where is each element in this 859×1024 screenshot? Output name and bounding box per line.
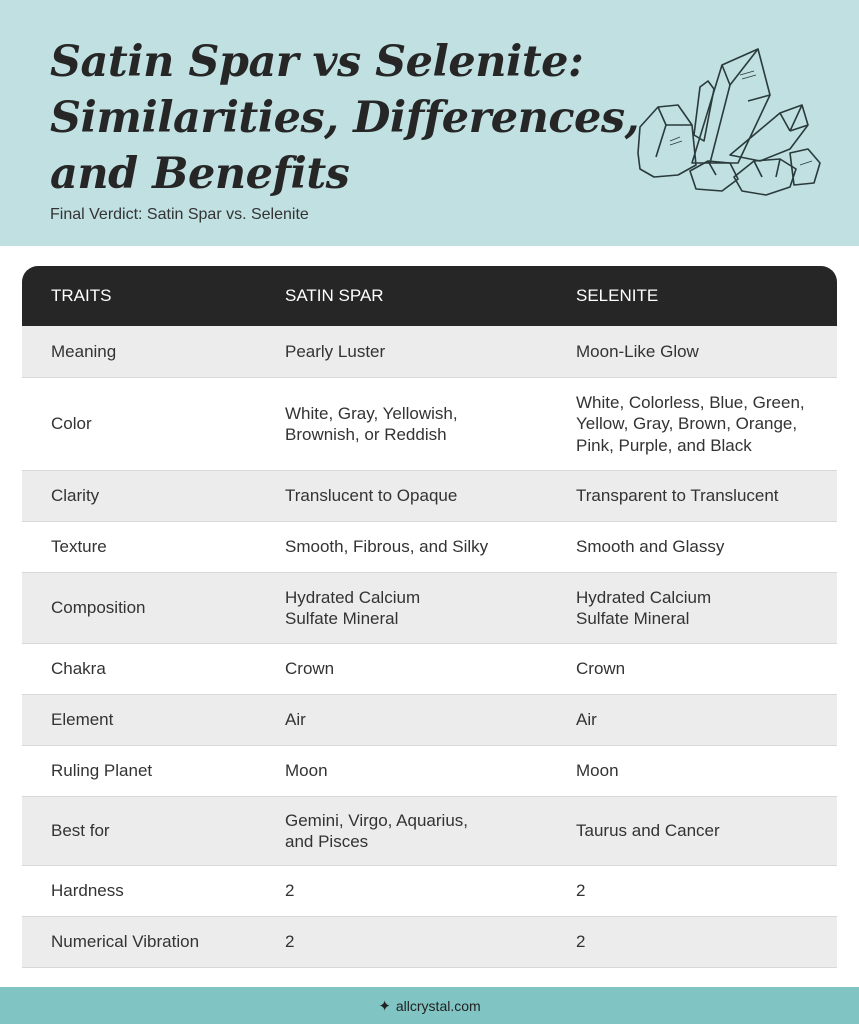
satin-spar-cell xyxy=(285,341,576,363)
column-header-satin-spar: SATIN SPAR xyxy=(285,286,384,305)
cell-text-line: White, Gray, Yellowish, xyxy=(285,403,458,423)
cell-text-line: Moon xyxy=(285,761,328,781)
page-title xyxy=(50,34,640,202)
cell-text-line: Sulfate Mineral xyxy=(285,609,399,628)
cell-text-line: Sulfate Mineral xyxy=(576,609,690,628)
cell-text-line: and Pisces xyxy=(285,832,369,851)
satin-spar-cell xyxy=(285,760,576,782)
table-row xyxy=(22,746,837,797)
column-header-selenite: SELENITE xyxy=(576,286,659,305)
selenite-cell xyxy=(576,536,837,558)
subtitle: Final Verdict: Satin Spar vs. Selenite xyxy=(50,206,309,223)
cell-text-line: 2 xyxy=(576,932,586,952)
trait-cell: Numerical Vibration xyxy=(51,932,200,952)
comparison-table xyxy=(22,266,837,968)
table-row xyxy=(22,797,837,866)
selenite-cell xyxy=(576,341,837,363)
cell-text-line: Moon xyxy=(576,761,619,781)
cell-text-line: Crown xyxy=(576,659,626,679)
cell-text-line: Brownish, or Reddish xyxy=(285,425,447,444)
cell-text-line: Smooth and Glassy xyxy=(576,537,725,557)
satin-spar-cell xyxy=(285,403,576,446)
trait-cell: Texture xyxy=(51,537,107,557)
title-line: Similarities, Differences, xyxy=(50,93,640,143)
selenite-cell xyxy=(576,485,837,507)
footer-link[interactable]: allcrystal.com xyxy=(395,997,481,1014)
footer-bar xyxy=(0,987,859,1024)
table-header xyxy=(22,266,837,326)
cell-text-line: Taurus and Cancer xyxy=(576,821,720,841)
trait-cell: Meaning xyxy=(51,341,117,361)
selenite-cell xyxy=(576,658,837,680)
table-row xyxy=(22,695,837,746)
cell-text-line: Gemini, Virgo, Aquarius, xyxy=(285,810,468,830)
selenite-cell xyxy=(576,880,837,902)
satin-spar-cell xyxy=(285,658,576,680)
table-body xyxy=(22,326,837,968)
selenite-cell xyxy=(576,392,837,457)
trait-cell: Color xyxy=(51,414,92,434)
selenite-cell xyxy=(576,709,837,731)
satin-spar-cell xyxy=(285,880,576,902)
cell-text-line: Pink, Purple, and Black xyxy=(576,435,752,455)
table-row xyxy=(22,522,837,573)
header-banner xyxy=(0,0,859,246)
title-line: and Benefits xyxy=(50,149,350,199)
satin-spar-cell xyxy=(285,485,576,507)
cell-text-line: Pearly Luster xyxy=(285,341,386,361)
cell-text-line: Translucent to Opaque xyxy=(285,486,458,506)
cell-text-line: Smooth, Fibrous, and Silky xyxy=(285,537,489,557)
cell-text-line: 2 xyxy=(285,881,295,901)
satin-spar-cell xyxy=(285,810,576,853)
selenite-cell xyxy=(576,931,837,953)
cell-text-line: Transparent to Translucent xyxy=(576,486,779,506)
cell-text-line: 2 xyxy=(576,881,586,901)
table-row xyxy=(22,573,837,644)
table-row xyxy=(22,471,837,522)
table-row xyxy=(22,866,837,917)
trait-cell: Element xyxy=(51,710,114,730)
table-row xyxy=(22,378,837,471)
table-row xyxy=(22,326,837,378)
satin-spar-cell xyxy=(285,931,576,953)
cell-text-line: Crown xyxy=(285,659,335,679)
cell-text-line: Yellow, Gray, Brown, Orange, xyxy=(576,414,798,434)
column-header-traits: TRAITS xyxy=(51,286,112,305)
trait-cell: Best for xyxy=(51,821,110,841)
cell-text-line: Air xyxy=(576,710,597,730)
selenite-cell xyxy=(576,587,837,630)
table-row xyxy=(22,917,837,968)
crystal-cluster-icon xyxy=(630,45,830,205)
cell-text-line: Air xyxy=(285,710,306,730)
satin-spar-cell xyxy=(285,536,576,558)
trait-cell: Clarity xyxy=(51,486,100,506)
trait-cell: Composition xyxy=(51,598,146,618)
satin-spar-cell xyxy=(285,709,576,731)
selenite-cell xyxy=(576,820,837,842)
sparkle-icon: ✦ xyxy=(378,997,391,1015)
cell-text-line: Moon-Like Glow xyxy=(576,341,699,361)
cell-text-line: White, Colorless, Blue, Green, xyxy=(576,392,805,412)
selenite-cell xyxy=(576,760,837,782)
trait-cell: Hardness xyxy=(51,881,124,901)
trait-cell: Ruling Planet xyxy=(51,761,153,781)
title-line: Satin Spar vs Selenite: xyxy=(50,37,584,87)
satin-spar-cell xyxy=(285,587,576,630)
cell-text-line: 2 xyxy=(285,932,295,952)
trait-cell: Chakra xyxy=(51,659,106,679)
table-row xyxy=(22,644,837,695)
cell-text-line: Hydrated Calcium xyxy=(285,587,421,607)
cell-text-line: Hydrated Calcium xyxy=(576,587,712,607)
